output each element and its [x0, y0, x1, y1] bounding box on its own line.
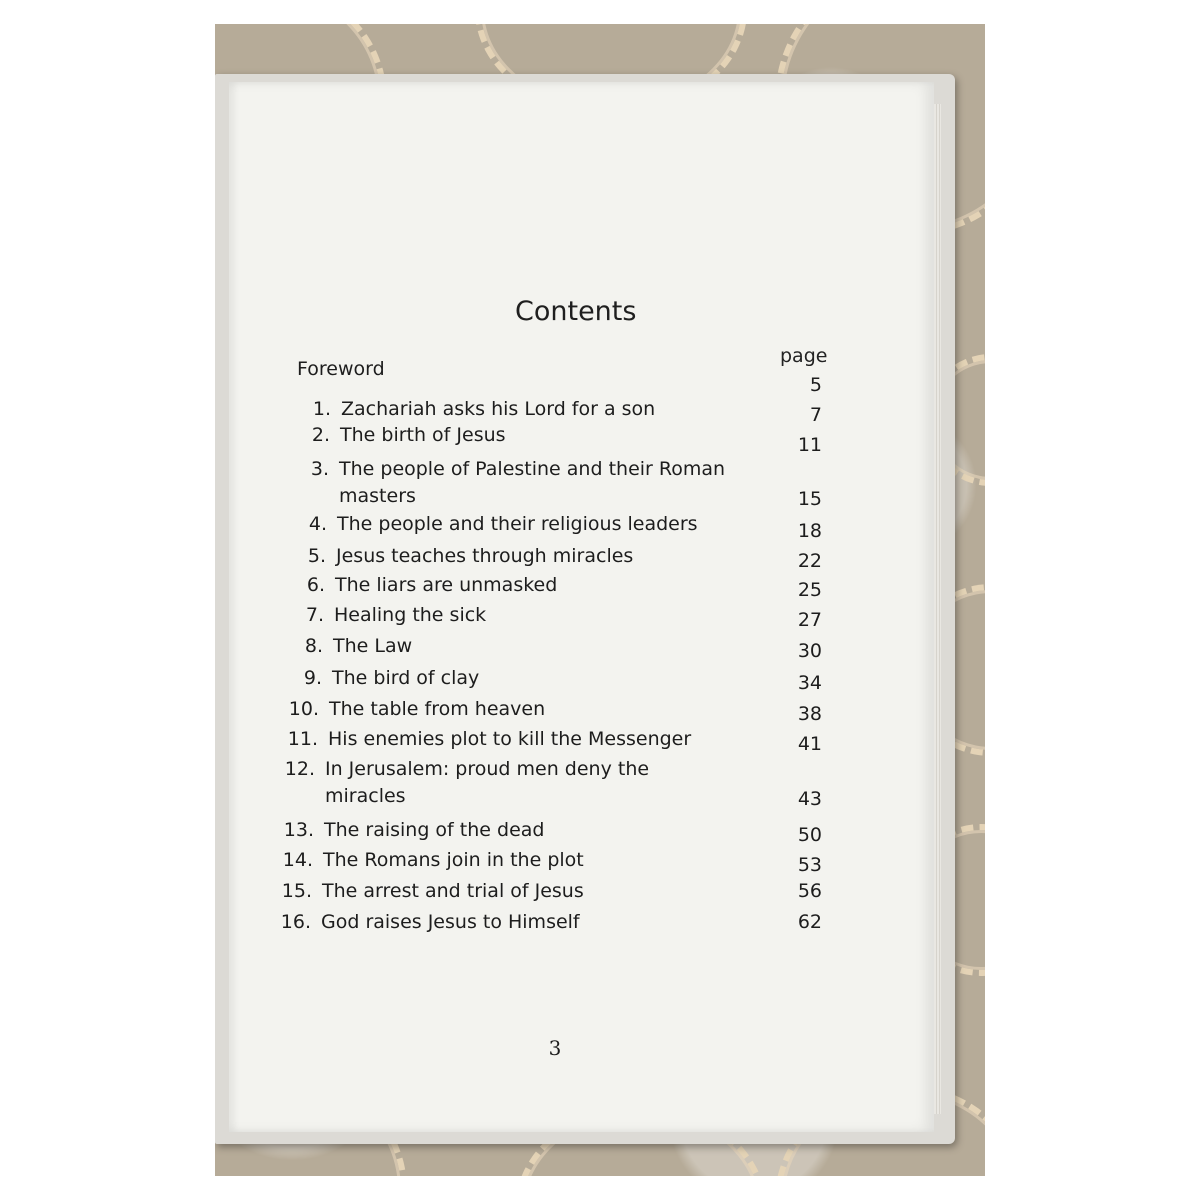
toc-entry-page: 38 [797, 703, 822, 725]
toc-entry-label: Foreword [297, 358, 385, 380]
toc-entry-page: 30 [797, 640, 822, 662]
toc-entry-number: 5. [307, 545, 326, 567]
toc-entry-number: 14. [282, 849, 313, 871]
toc-entry-page: 27 [797, 609, 822, 631]
toc-entry-label: The people and their religious leaders [337, 513, 698, 535]
toc-entry-page: 22 [797, 550, 822, 572]
toc-entry-number: 12. [284, 758, 315, 780]
toc-entry [0, 667, 1200, 697]
toc-entry-label: In Jerusalem: proud men deny the [325, 758, 650, 780]
toc-entry [0, 574, 1200, 604]
toc-entry [0, 698, 1200, 728]
toc-entry-number: 15. [281, 880, 312, 902]
toc-entry-page: 7 [809, 404, 822, 426]
toc-entry-number: 3. [310, 458, 329, 480]
toc-entry-label: The table from heaven [329, 698, 546, 720]
toc-entry [0, 513, 1200, 543]
toc-entry-label: The raising of the dead [324, 819, 545, 841]
toc-entry-number: 10. [288, 698, 319, 720]
toc-entry-label: miracles [325, 785, 406, 807]
toc-entry-label: Zachariah asks his Lord for a son [341, 398, 656, 420]
page-column-header: page [780, 345, 828, 367]
toc-entry-number: 9. [303, 667, 322, 689]
toc-entry-number: 11. [287, 728, 318, 750]
toc-entry-page: 11 [797, 434, 822, 456]
toc-entry-label: The liars are unmasked [335, 574, 558, 596]
toc-entry-page: 56 [797, 880, 822, 902]
toc-entry [0, 819, 1200, 849]
toc-entry-number: 4. [308, 513, 327, 535]
toc-entry-label: The Law [333, 635, 413, 657]
toc-entry [0, 458, 1200, 510]
toc-entry-label: Healing the sick [334, 604, 487, 626]
toc-entry-number: 8. [304, 635, 323, 657]
toc-entry-label: The arrest and trial of Jesus [322, 880, 584, 902]
toc-entry [0, 911, 1200, 941]
toc-entry-foreword [0, 358, 1200, 396]
toc-entry-page: 62 [797, 911, 822, 933]
page-title: Contents [515, 296, 637, 327]
toc-entry [0, 728, 1200, 758]
toc-entry-page: 25 [797, 579, 822, 601]
toc-entry-label: The Romans join in the plot [323, 849, 584, 871]
toc-entry-label: The birth of Jesus [340, 424, 506, 446]
toc-entry-number: 2. [311, 424, 330, 446]
toc-entry-page: 18 [797, 520, 822, 542]
toc-entry [0, 545, 1200, 575]
toc-entry [0, 604, 1200, 634]
toc-entry [0, 424, 1200, 454]
toc-entry-number: 13. [283, 819, 314, 841]
toc-entry-number: 6. [306, 574, 325, 596]
toc-entry-page: 41 [797, 733, 822, 755]
toc-entry [0, 880, 1200, 910]
toc-entry-page: 15 [797, 488, 822, 510]
toc-entry-page: 50 [797, 824, 822, 846]
toc-entry-page: 34 [797, 672, 822, 694]
page-number: 3 [548, 1036, 562, 1060]
toc-entry-label: God raises Jesus to Himself [321, 911, 580, 933]
toc-entry-number: 7. [305, 604, 324, 626]
toc-entry-label: The bird of clay [332, 667, 480, 689]
toc-entry [0, 635, 1200, 665]
toc-entry-label: masters [339, 485, 416, 507]
toc-entry-label: His enemies plot to kill the Messenger [328, 728, 692, 750]
toc-entry-number: 16. [280, 911, 311, 933]
toc-entry-page: 5 [809, 374, 822, 396]
toc-entry [0, 849, 1200, 879]
toc-entry [0, 758, 1200, 810]
toc-entry-number: 1. [312, 398, 331, 420]
toc-entry-page: 53 [797, 854, 822, 876]
toc-entry-label: Jesus teaches through miracles [336, 545, 634, 567]
toc-entry-page: 43 [797, 788, 822, 810]
toc-entry-label: The people of Palestine and their Roman [339, 458, 726, 480]
